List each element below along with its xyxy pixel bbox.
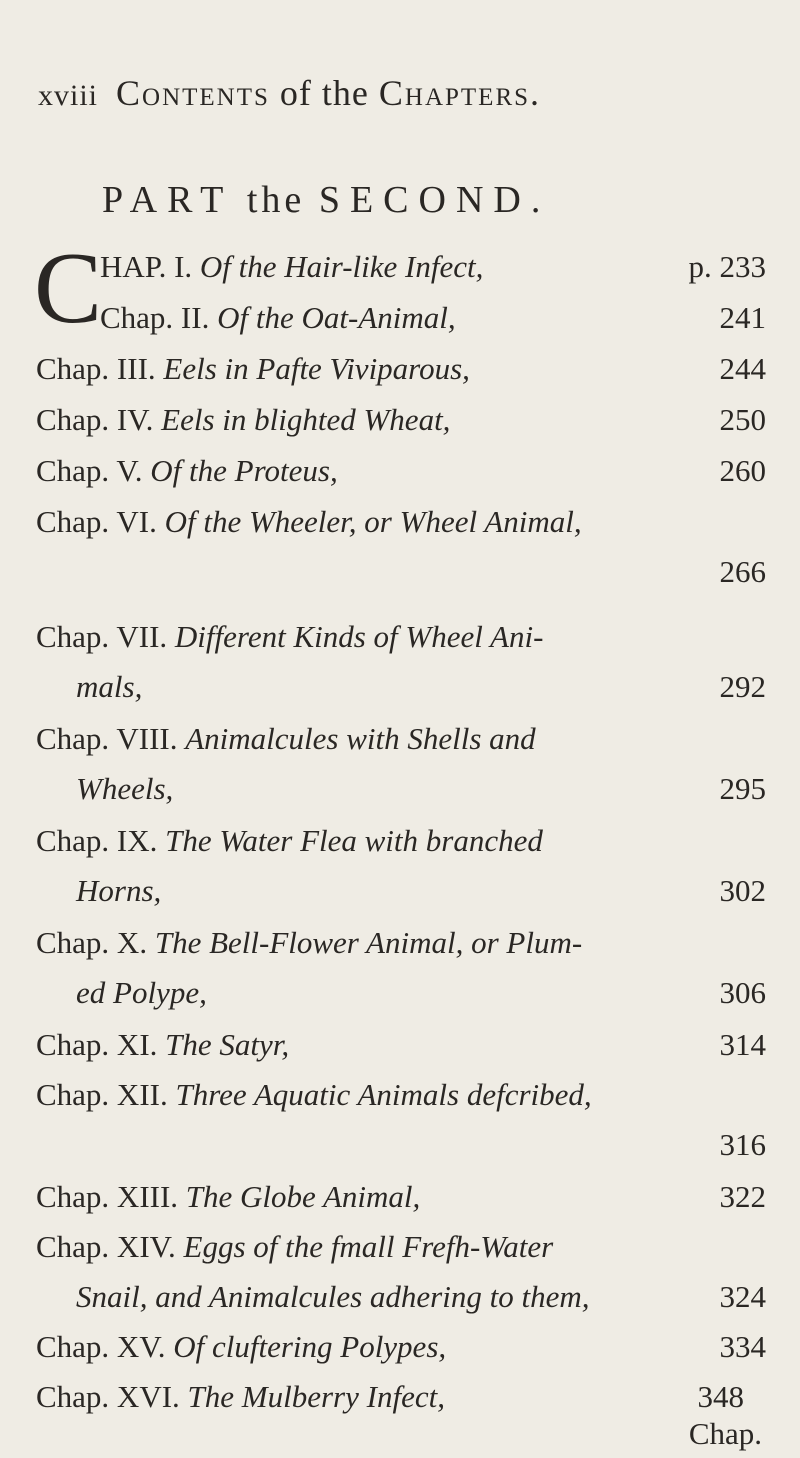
- page-number: 324: [719, 1279, 766, 1314]
- contents-entry: [36, 395, 766, 445]
- chapter-label: Chap. VII.: [36, 619, 168, 654]
- page-number: 348: [697, 1379, 744, 1414]
- page-number: 241: [719, 300, 766, 335]
- running-head-of: of the: [279, 73, 369, 113]
- contents-entry: [36, 1020, 766, 1070]
- page-number: 292: [719, 669, 766, 704]
- page-number: 316: [719, 1127, 766, 1162]
- contents-entry: [36, 1322, 766, 1372]
- chapter-label: Chap. XII.: [36, 1077, 168, 1112]
- chapter-title: Of the Hair-like Infect,: [199, 249, 484, 284]
- chapter-label: Chap. II.: [100, 300, 210, 335]
- part-title: [102, 178, 550, 222]
- chapter-title: The Globe Animal,: [185, 1179, 421, 1214]
- chapter-title-continued: Snail, and Animalcules adhering to them,: [76, 1279, 590, 1314]
- page-number: 302: [719, 873, 766, 908]
- contents-entry: [36, 1372, 744, 1422]
- chapter-title: Three Aquatic Animals defcribed,: [175, 1077, 592, 1112]
- page-number: 260: [719, 453, 766, 488]
- running-head-contents: Contents: [116, 73, 270, 113]
- chapter-title-continued: mals,: [76, 669, 143, 704]
- contents-entry: [36, 714, 766, 814]
- contents-entry: [36, 612, 766, 712]
- contents-entry: [36, 446, 766, 496]
- chapter-label: Chap. XIV.: [36, 1229, 176, 1264]
- chapter-title: The Mulberry Infect,: [187, 1379, 445, 1414]
- chapter-title: Different Kinds of Wheel Ani-: [174, 619, 544, 654]
- page-number: 250: [719, 402, 766, 437]
- chapter-title-continued: Wheels,: [76, 771, 174, 806]
- contents-entry: [100, 242, 766, 292]
- chapter-title: Eels in blighted Wheat,: [161, 402, 451, 437]
- page-number: 322: [719, 1179, 766, 1214]
- contents-entry: [36, 1070, 766, 1162]
- chapter-label: Chap. V.: [36, 453, 143, 488]
- chapter-title: The Water Flea with branched: [165, 823, 543, 858]
- chapter-title: Of cluftering Polypes,: [173, 1329, 447, 1364]
- part-title-second: SECOND.: [318, 179, 551, 221]
- contents-entry: [100, 293, 766, 343]
- chapter-title: The Satyr,: [165, 1027, 290, 1062]
- page-number: 295: [719, 771, 766, 806]
- chapter-label: Chap. XVI.: [36, 1379, 180, 1414]
- chapter-label: Chap. XV.: [36, 1329, 166, 1364]
- catchword: Chap.: [688, 1416, 762, 1451]
- chapter-label: Chap. X.: [36, 925, 148, 960]
- contents-entry: [36, 497, 766, 589]
- drop-cap: C: [34, 232, 103, 345]
- chapter-title: Of the Proteus,: [150, 453, 338, 488]
- chapter-title: Of the Oat-Animal,: [217, 300, 456, 335]
- chapter-label: Chap. VI.: [36, 504, 157, 539]
- page-number: 314: [719, 1027, 766, 1062]
- contents-entry: [36, 1222, 766, 1322]
- running-head-chapters: Chapters.: [378, 73, 542, 113]
- page-number: 266: [719, 554, 766, 589]
- contents-entry: [36, 344, 766, 394]
- chapter-label: Chap. IX.: [36, 823, 158, 858]
- page-number: p. 233: [688, 249, 766, 284]
- contents-entry: [36, 816, 766, 916]
- running-head: [38, 72, 541, 114]
- contents-entry: [36, 1172, 766, 1222]
- chapter-title-continued: Horns,: [76, 873, 162, 908]
- chapter-title-continued: ed Polype,: [76, 975, 207, 1010]
- page-number: 244: [719, 351, 766, 386]
- chapter-label: HAP. I.: [100, 249, 193, 284]
- folio: xviii: [38, 79, 99, 112]
- chapter-title: Of the Wheeler, or Wheel Animal,: [164, 504, 582, 539]
- contents-entry: [36, 918, 766, 1018]
- chapter-label: Chap. IV.: [36, 402, 154, 437]
- chapter-title: Animalcules with Shells and: [185, 721, 536, 756]
- chapter-label: Chap. XIII.: [36, 1179, 179, 1214]
- page-number: 334: [719, 1329, 766, 1364]
- chapter-label: Chap. XI.: [36, 1027, 158, 1062]
- chapter-title: Eels in Pafte Viviparous,: [163, 351, 470, 386]
- chapter-label: Chap. VIII.: [36, 721, 178, 756]
- chapter-title: The Bell-Flower Animal, or Plum-: [154, 925, 583, 960]
- part-title-part: PART: [102, 179, 234, 221]
- chapter-label: Chap. III.: [36, 351, 156, 386]
- chapter-title: Eggs of the fmall Frefh-Water: [183, 1229, 554, 1264]
- part-title-the: the: [246, 179, 306, 221]
- page-number: 306: [719, 975, 766, 1010]
